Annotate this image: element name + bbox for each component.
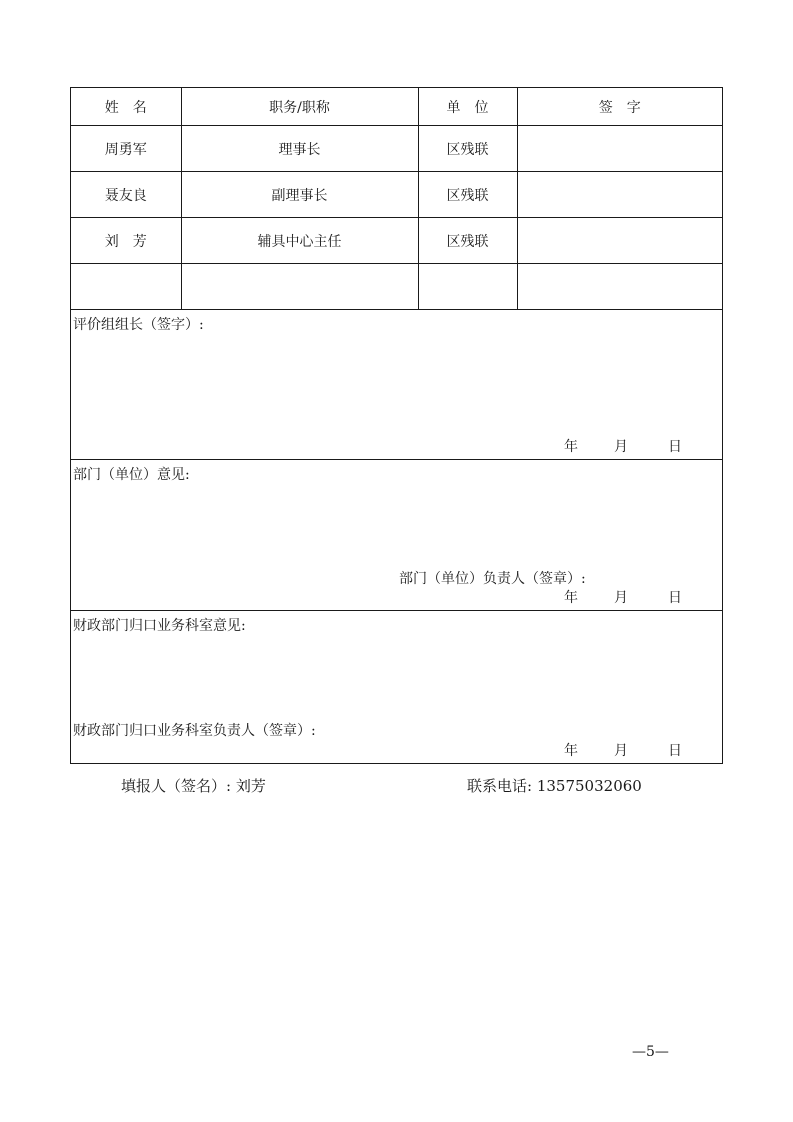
cell-signature[interactable]	[517, 172, 722, 218]
date-month-label: 月	[614, 743, 628, 759]
cell-unit[interactable]	[418, 264, 517, 310]
date-month-label: 月	[614, 439, 628, 455]
members-table	[71, 88, 722, 310]
cell-name: 刘 芳	[71, 218, 181, 264]
header-signature: 签 字	[517, 88, 722, 126]
date-day-label: 日	[668, 439, 682, 455]
department-date	[564, 587, 682, 607]
date-year-label: 年	[564, 743, 578, 759]
cell-signature[interactable]	[517, 126, 722, 172]
date-year-label: 年	[564, 590, 578, 606]
evaluation-form	[70, 87, 723, 764]
header-title: 职务/职称	[181, 88, 418, 126]
cell-title[interactable]	[181, 264, 418, 310]
leader-date	[564, 436, 682, 456]
finance-opinion-section[interactable]	[71, 611, 722, 763]
leader-signature-section[interactable]	[71, 310, 722, 460]
department-section-title: 部门（单位）意见:	[73, 467, 190, 483]
contact-info	[467, 775, 642, 796]
cell-unit: 区残联	[418, 172, 517, 218]
table-row	[71, 218, 722, 264]
cell-signature[interactable]	[517, 264, 722, 310]
cell-name: 聂友良	[71, 172, 181, 218]
phone-number: 13575032060	[536, 777, 642, 795]
filler-label: 填报人（签名）:	[121, 777, 232, 795]
cell-title: 副理事长	[181, 172, 418, 218]
finance-section-title: 财政部门归口业务科室意见:	[73, 618, 246, 634]
header-name: 姓 名	[71, 88, 181, 126]
cell-unit: 区残联	[418, 218, 517, 264]
cell-name: 周勇军	[71, 126, 181, 172]
table-row	[71, 172, 722, 218]
cell-signature[interactable]	[517, 218, 722, 264]
cell-title: 理事长	[181, 126, 418, 172]
table-row	[71, 126, 722, 172]
cell-unit: 区残联	[418, 126, 517, 172]
date-year-label: 年	[564, 439, 578, 455]
date-day-label: 日	[668, 743, 682, 759]
department-opinion-section[interactable]	[71, 460, 722, 611]
cell-title: 辅具中心主任	[181, 218, 418, 264]
date-month-label: 月	[614, 590, 628, 606]
leader-section-title: 评价组组长（签字）:	[73, 317, 204, 333]
header-unit: 单 位	[418, 88, 517, 126]
filler-info	[121, 775, 266, 796]
finance-date	[564, 740, 682, 760]
cell-name[interactable]	[71, 264, 181, 310]
table-row	[71, 264, 722, 310]
finance-signer-label: 财政部门归口业务科室负责人（签章）:	[73, 723, 316, 739]
phone-label: 联系电话:	[467, 777, 533, 795]
table-header-row	[71, 88, 722, 126]
date-day-label: 日	[668, 590, 682, 606]
filler-name: 刘芳	[235, 777, 266, 795]
department-signer-label: 部门（单位）负责人（签章）:	[399, 571, 586, 587]
page-number: —5—	[632, 1044, 669, 1060]
